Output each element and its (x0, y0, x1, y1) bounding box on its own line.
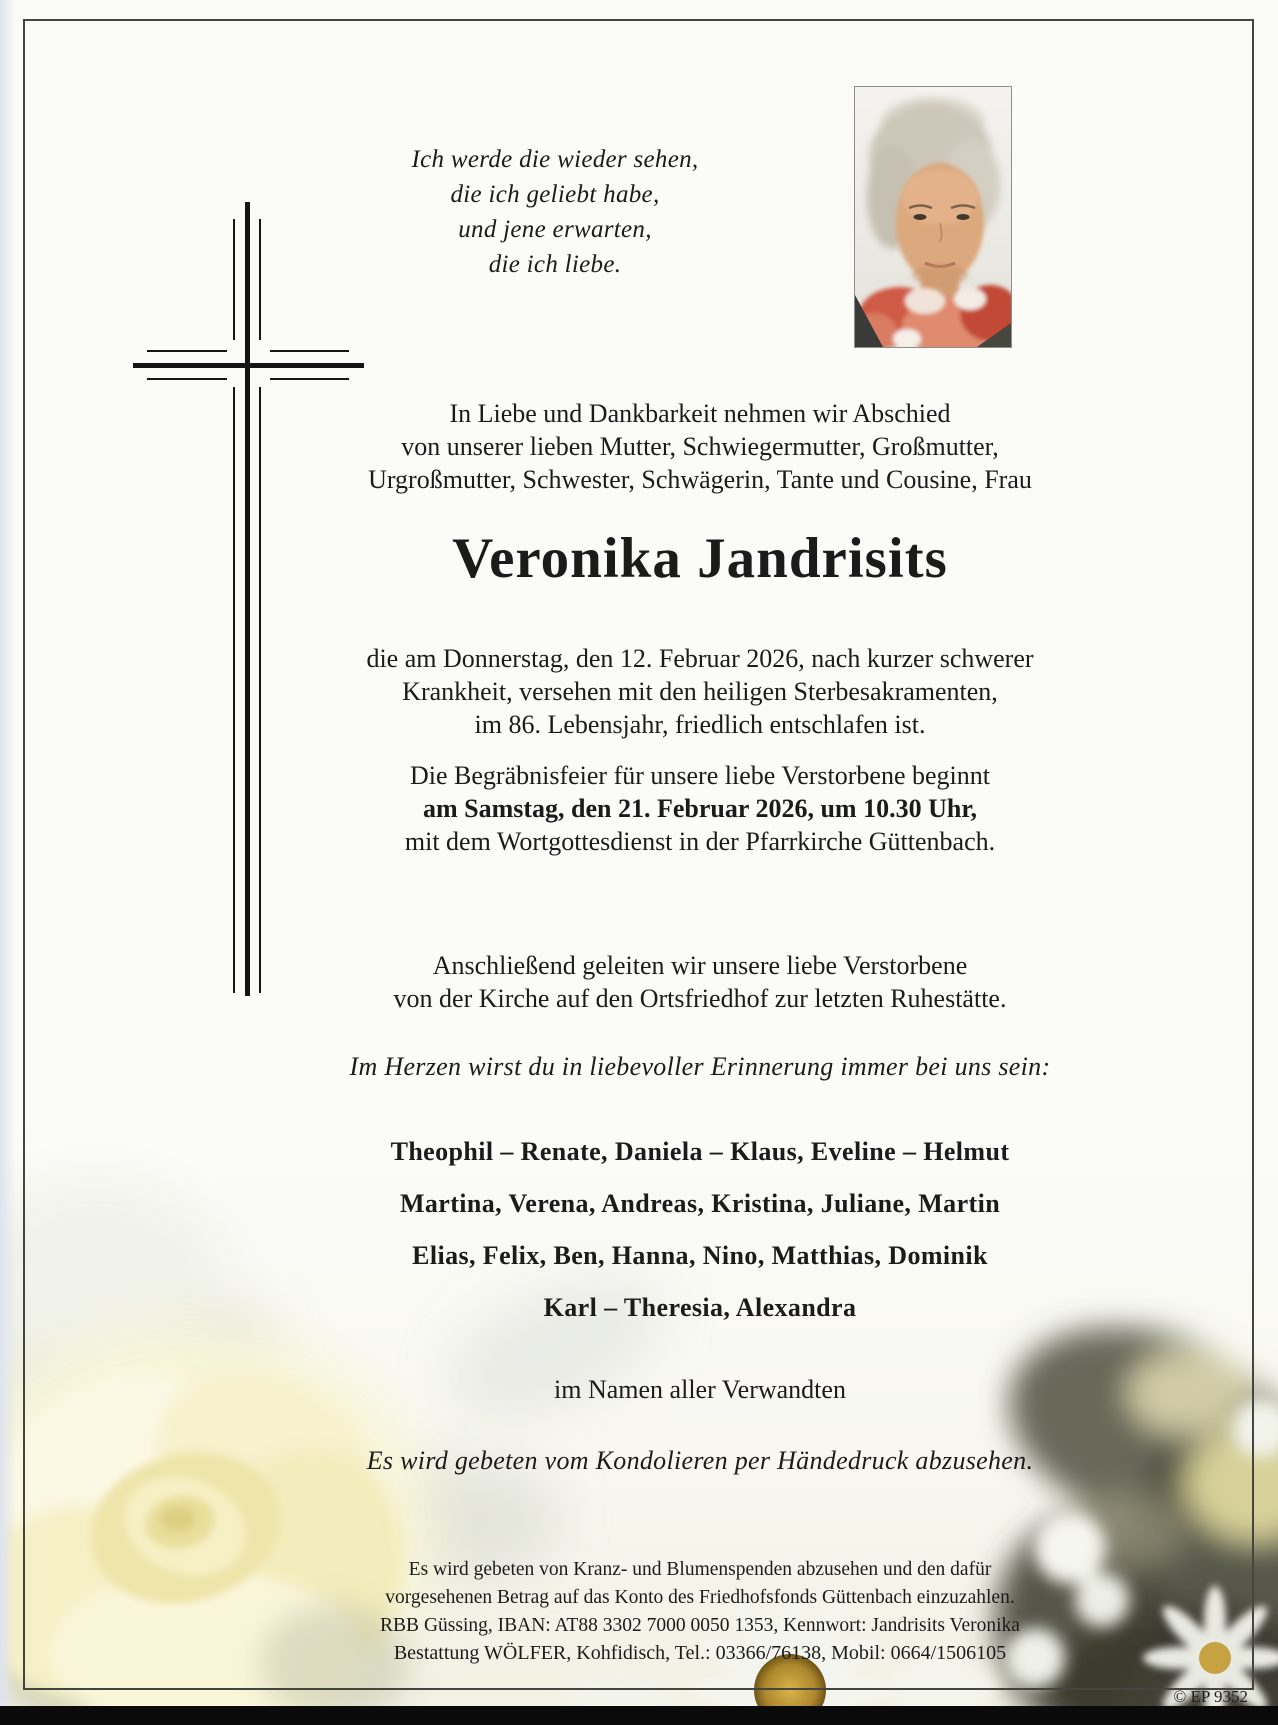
quote-line: die ich geliebt habe, (450, 181, 660, 208)
scarf (855, 285, 1011, 347)
mourners-row: Theophil – Renate, Daniela – Klaus, Eveline – Helmut (390, 1137, 1010, 1166)
cross-horizontal-thin (147, 378, 227, 380)
mourners-list (340, 1126, 1060, 1334)
funeral-date-line: am Samstag, den 21. Februar 2026, um 10.30 Uhr, (423, 794, 977, 823)
portrait-photo (854, 86, 1012, 348)
death-notice-paragraph (340, 642, 1060, 741)
death-line: im 86. Lebensjahr, friedlich entschlafen ist. (474, 710, 926, 739)
procession-line: von der Kirche auf den Ortsfriedhof zur letzten Ruhestätte. (393, 984, 1007, 1013)
undertaker-line: Bestattung WÖLFER, Kohfidisch, Tel.: 03366/76138, Mobil: 0664/1506105 (393, 1642, 1007, 1664)
mourners-closing: im Namen aller Verwandten (554, 1375, 846, 1404)
cross-vertical-thin (233, 219, 235, 340)
death-line: die am Donnerstag, den 12. Februar 2026, nach kurzer schwerer (366, 644, 1034, 673)
scan-black-band (0, 1706, 1278, 1725)
condolence-note: Es wird gebeten vom Kondolieren per Händedruck abzusehen. (366, 1446, 1034, 1475)
remembrance-line: Im Herzen wirst du in liebevoller Erinnerung immer bei uns sein: (349, 1052, 1051, 1081)
donation-line: RBB Güssing, IBAN: AT88 3302 7000 0050 1353, Kennwort: Jandrisits Veronika (380, 1615, 1020, 1636)
intro-line: In Liebe und Dankbarkeit nehmen wir Abschied (449, 399, 951, 428)
cross-horizontal-thin (270, 378, 349, 380)
cross-vertical-thin (259, 219, 261, 340)
intro-paragraph (340, 397, 1060, 496)
intro-line: von unserer lieben Mutter, Schwiegermutter, Großmutter, (401, 432, 999, 461)
mourners-row: Martina, Verena, Andreas, Kristina, Juliane, Martin (399, 1189, 1001, 1218)
cross-vertical-thick (245, 202, 250, 996)
mourners-row: Elias, Felix, Ben, Hanna, Nino, Matthias, Dominik (412, 1241, 988, 1270)
cross-vertical-thin (259, 387, 261, 993)
donation-line: vorgesehenen Betrag auf das Konto des Friedhofsfonds Güttenbach einzuzahlen. (385, 1587, 1015, 1608)
cross-horizontal-thick (133, 363, 364, 368)
funeral-line: Die Begräbnisfeier für unsere liebe Verstorbene beginnt (410, 761, 990, 790)
scan-edge-tint (0, 0, 16, 1725)
quote-line: Ich werde die wieder sehen, (411, 146, 699, 173)
funeral-line: mit dem Wortgottesdienst in der Pfarrkirche Güttenbach. (404, 827, 996, 856)
death-line: Krankheit, versehen mit den heiligen Sterbesakramenten, (402, 677, 998, 706)
intro-line: Urgroßmutter, Schwester, Schwägerin, Tante und Cousine, Frau (368, 465, 1032, 494)
procession-line: Anschließend geleiten wir unsere liebe Verstorbene (432, 951, 968, 980)
cross-vertical-thin (233, 387, 235, 993)
copyright-stamp: © EP 9352 (1173, 1687, 1248, 1706)
funeral-paragraph (340, 759, 1060, 858)
quote-line: und jene erwarten, (458, 216, 652, 243)
mourners-row: Karl – Theresia, Alexandra (543, 1293, 857, 1322)
cross-horizontal-thin (270, 350, 349, 352)
cross-horizontal-thin (147, 350, 227, 352)
opening-quote (390, 142, 720, 282)
deceased-name: Veronika Jandrisits (452, 527, 948, 590)
donation-note (340, 1556, 1060, 1640)
quote-line: die ich liebe. (488, 251, 622, 278)
procession-paragraph (340, 949, 1060, 1015)
donation-line: Es wird gebeten von Kranz- und Blumenspenden abzusehen und den dafür (408, 1559, 992, 1580)
